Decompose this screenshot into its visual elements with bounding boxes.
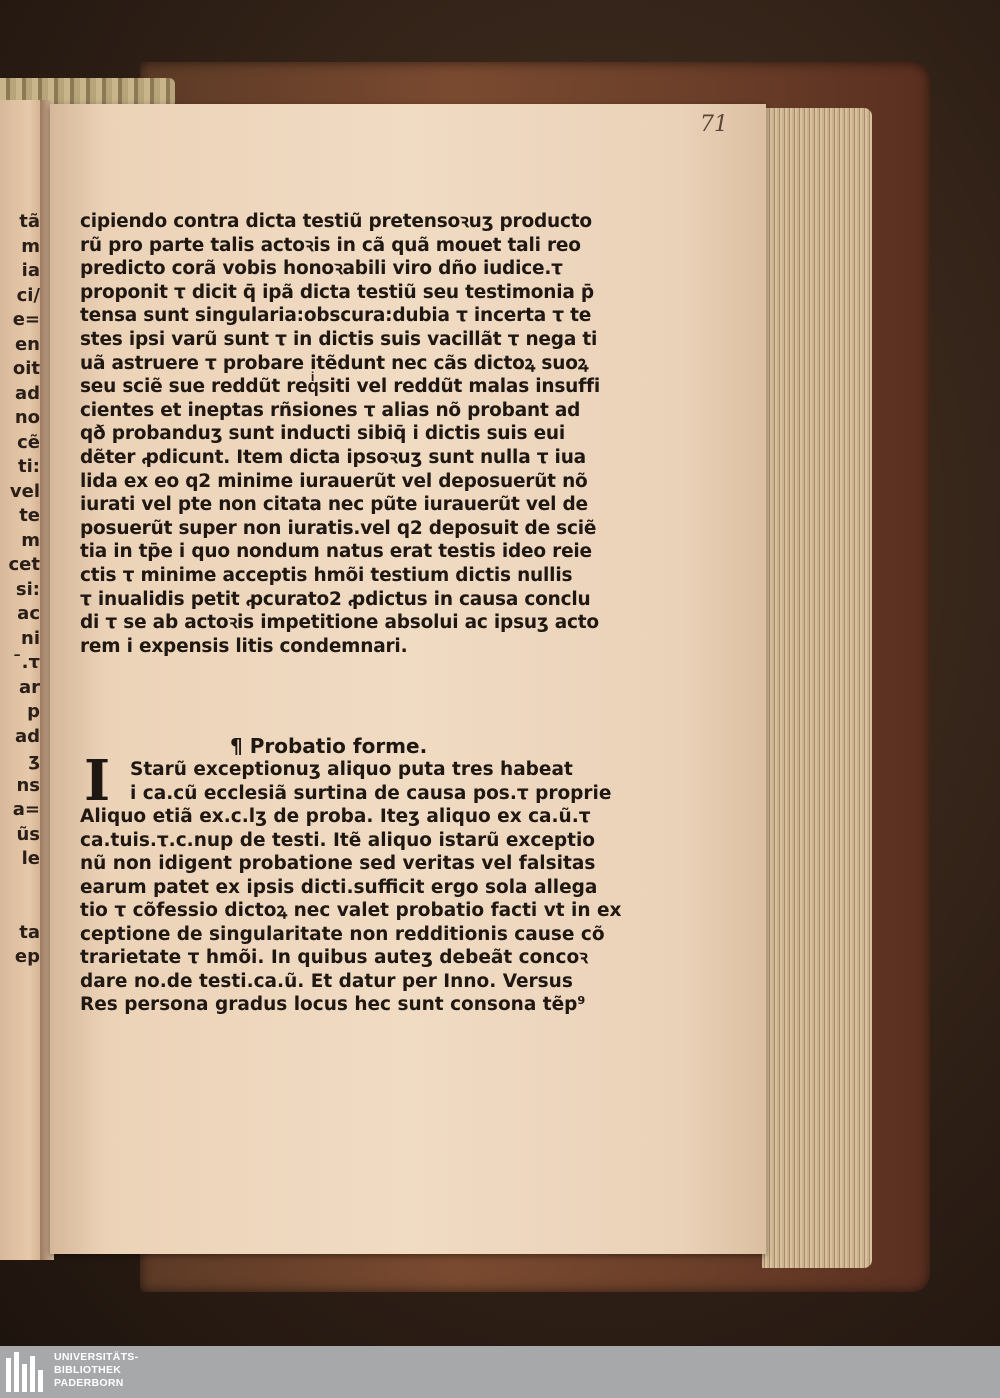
text-line: nũ non idigent probatione sed veritas vel falsitas (80, 853, 596, 874)
text-line: uã astruere τ probare itẽdunt nec cãs dictoꝝ suoꝝ (80, 352, 589, 374)
main-text-block (80, 210, 610, 658)
library-footer (0, 1346, 1000, 1398)
text-line: τ inualidis petit ꝓcurato2 ꝓdictus in causa conclu (80, 588, 591, 610)
left-page-fragment: p (27, 701, 40, 722)
section-heading: ¶ Probatio forme. (230, 734, 428, 758)
left-page-fragment: m (21, 529, 40, 551)
library-name-line2: BIBLIOTHEK (54, 1364, 122, 1376)
text-line: rem i expensis litis condemnari. (80, 635, 408, 657)
left-page-fragment: ep (14, 946, 40, 967)
left-page-fragment: a= (12, 799, 40, 820)
text-line: ceptione de singularitate non redditionis cause cõ (80, 923, 605, 945)
library-name-line1: UNIVERSITÄTS- (54, 1351, 139, 1363)
text-line: tia in tp̄e i quo nondum natus erat testis ideo reie (80, 541, 592, 563)
left-page-fragment: ta (19, 921, 40, 943)
text-line: Aliquo etiã ex.c.lʒ de proba. Iteʒ aliquo ex ca.ũ.τ (80, 806, 591, 827)
text-line: iurati vel pte non citata nec pũte iurauerũt vel de (80, 494, 588, 516)
text-line: ctis τ minime acceptis hmõi testium dictis nullis (80, 564, 573, 586)
text-line: Res persona gradus locus hec sunt consona tẽp⁹ (80, 994, 586, 1015)
text-line: di τ se ab actoꝛis impetitione absolui ac ipsuʒ acto (80, 612, 599, 634)
left-page-fragment: ̄.τ (21, 652, 40, 673)
text-line: seu sciẽ sue reddũt reqͥsiti vel reddũt malas insuffi (80, 376, 600, 398)
left-page-fragment: tã (19, 211, 40, 232)
text-line: predicto corã vobis honoꝛabili viro dño iudice.τ (80, 258, 563, 280)
left-page-fragment: si: (15, 578, 40, 600)
left-page-fragment: ni (21, 627, 40, 649)
text-line: rũ pro parte talis actoꝛis in cã quã mouet tali reo (80, 234, 581, 256)
library-name (54, 1351, 138, 1390)
text-line: cientes et ineptas rñsiones τ alias nõ probant ad (80, 399, 581, 421)
left-page-fragment: ar (18, 676, 40, 698)
text-line: ca.tuis.τ.c.nup de testi. Itẽ aliquo istarũ exceptio (80, 829, 596, 851)
left-page-fragment: ia (21, 260, 40, 281)
text-line: posuerũt super non iuratis.vel q2 deposuit de sciẽ (80, 517, 597, 539)
library-logo-icon (6, 1352, 48, 1392)
left-page-fragment: ʒ (28, 750, 40, 771)
text-line: tio τ cõfessio dictoꝝ nec valet probatio facti vt in ex (80, 900, 622, 921)
page-edges (762, 108, 872, 1268)
left-page-fragment: e= (12, 309, 40, 330)
left-page-fragment: ũs (16, 823, 40, 845)
left-page-fragment: vel (9, 480, 40, 502)
text-line: proponit τ dicit q̄ ipã dicta testiũ seu testimonia p̄ (80, 281, 594, 303)
text-line: lida ex eo q2 minime iurauerũt vel deposuerũt nõ (80, 470, 588, 492)
left-page-fragment: no (14, 407, 40, 428)
library-name-line3: PADERBORN (54, 1377, 124, 1389)
text-line: dare no.de testi.ca.ũ. Et datur per Inno. Versus (80, 970, 573, 992)
folio-number: 71 (700, 112, 728, 137)
text-line: stes ipsi varũ sunt τ in dictis suis vacillãt τ nega ti (80, 328, 598, 350)
text-line: cipiendo contra dicta testiũ pretensoꝛuʒ producto (80, 211, 592, 232)
left-page-fragment: cẽ (17, 431, 40, 453)
left-page-fragment: ns (16, 774, 40, 796)
text-line: qð probanduʒ sunt inducti sibiq̄ i dictis suis eui (80, 423, 566, 445)
left-page-fragment: ac (17, 603, 40, 624)
text-line: earum patet ex ipsis dicti.sufficit ergo sola allega (80, 876, 598, 898)
left-page-fragment: oit (12, 358, 40, 379)
left-page-fragment: en (14, 333, 40, 355)
left-page-fragment: ad (14, 382, 40, 404)
left-page-fragment: cet (8, 554, 40, 575)
left-page-fragment: ad (14, 725, 40, 747)
decorated-initial: I (84, 748, 111, 814)
left-page-fragment: le (21, 848, 40, 869)
left-page-fragment: m (21, 235, 40, 257)
text-line: Starũ exceptionuʒ aliquo puta tres habeat (130, 759, 573, 780)
text-line: i ca.cũ ecclesiã surtina de causa pos.τ proprie (130, 782, 612, 804)
left-page-fragment: ci/ (16, 284, 40, 306)
text-line: dẽter ꝓdicunt. Item dicta ipsoꝛuʒ sunt nulla τ iua (80, 446, 586, 468)
second-text-block (80, 748, 622, 1017)
left-page-fragment: ti: (18, 456, 40, 477)
left-page-fragment: te (19, 505, 40, 526)
text-line: tensa sunt singularia:obscura:dubia τ incerta τ te (80, 305, 592, 327)
text-line: trarietate τ hmõi. In quibus auteʒ debeãt concoꝛ (80, 947, 588, 968)
